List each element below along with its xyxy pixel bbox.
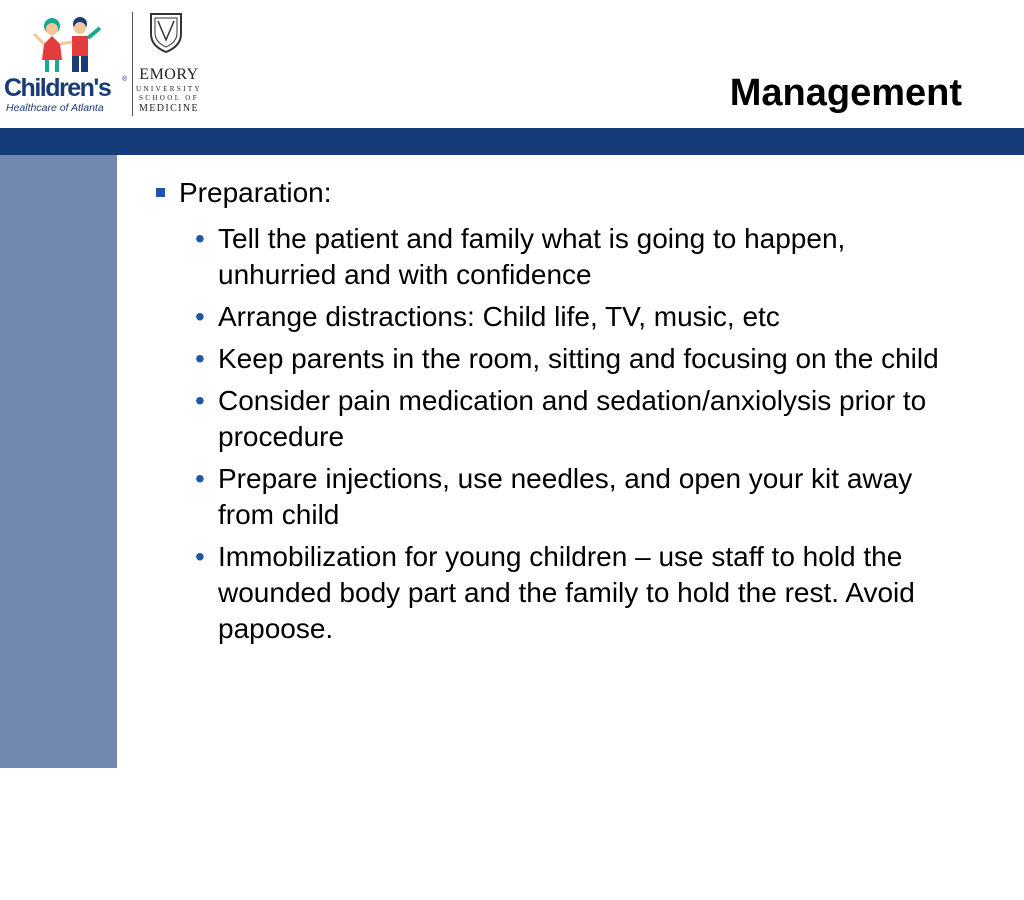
childrens-subtitle: Healthcare of Atlanta xyxy=(6,102,104,114)
header-band xyxy=(0,130,1024,155)
childrens-healthcare-logo xyxy=(4,12,128,118)
emory-university-text: UNIVERSITY xyxy=(136,85,202,93)
bullet-heading xyxy=(152,175,972,211)
childrens-wordmark: Children's xyxy=(4,74,111,102)
slide-body xyxy=(152,175,972,653)
list-item-text: Tell the patient and family what is going to happen, unhurried and with confidence xyxy=(218,223,846,290)
bullet-dot-icon: • xyxy=(195,223,205,254)
slide-title: Management xyxy=(729,72,962,114)
children-figures-icon xyxy=(30,14,104,76)
emory-medicine-logo xyxy=(136,10,206,116)
emory-medicine-text: MEDICINE xyxy=(138,103,200,114)
list-item xyxy=(152,341,962,377)
shield-icon xyxy=(149,12,183,54)
heading-text: Preparation: xyxy=(179,177,332,208)
list-item-text: Prepare injections, use needles, and open your kit away from child xyxy=(218,463,913,530)
left-sidebar xyxy=(0,155,117,900)
slide-header xyxy=(0,0,1024,128)
list-item-text: Consider pain medication and sedation/anxiolysis prior to procedure xyxy=(218,385,927,452)
list-item xyxy=(152,461,962,533)
list-item xyxy=(152,299,962,335)
square-bullet-icon xyxy=(156,188,165,197)
bullet-list xyxy=(152,221,972,647)
page-number: 14 xyxy=(45,885,60,900)
list-item-text: Arrange distractions: Child life, TV, music, etc xyxy=(218,301,780,332)
list-item-text: Keep parents in the room, sitting and focusing on the child xyxy=(218,343,939,374)
list-item xyxy=(152,539,962,647)
registered-mark: ® xyxy=(122,76,128,83)
emory-school-text: SCHOOL OF xyxy=(138,94,200,102)
logo-divider xyxy=(132,12,133,116)
list-item xyxy=(152,383,962,455)
emory-wordmark: EMORY xyxy=(139,66,199,83)
bullet-dot-icon: • xyxy=(195,343,205,374)
list-item xyxy=(152,221,962,293)
bullet-dot-icon: • xyxy=(195,385,205,416)
bullet-dot-icon: • xyxy=(195,463,205,494)
bullet-dot-icon: • xyxy=(195,301,205,332)
bullet-dot-icon: • xyxy=(195,541,205,572)
list-item-text: Immobilization for young children – use staff to hold the wounded body part and the family to hold the rest. Avoid papoose. xyxy=(218,541,915,644)
